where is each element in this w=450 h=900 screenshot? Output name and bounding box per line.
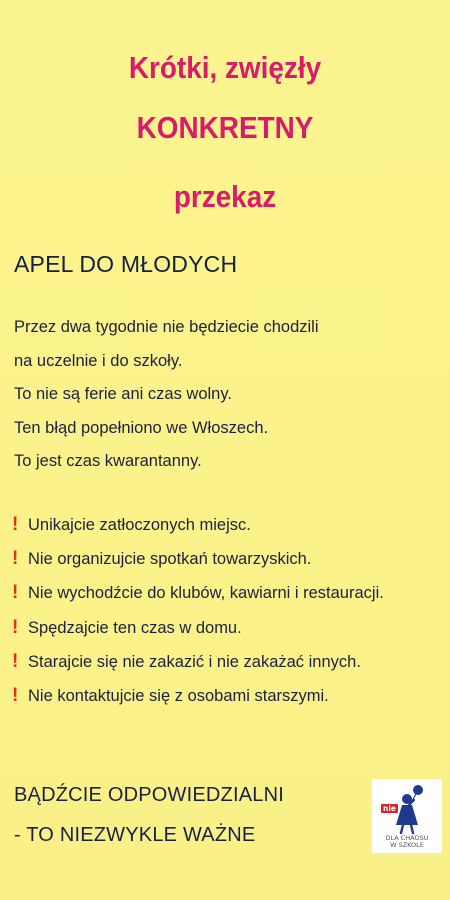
- rule-item: [12, 515, 384, 549]
- rule-item: [12, 549, 384, 583]
- rule-item: [12, 652, 384, 686]
- appeal-heading: APEL DO MŁODYCH: [14, 251, 238, 277]
- closing-line-1: BĄDŹCIE ODPOWIEDZIALNI: [14, 784, 284, 806]
- intro-line: To jest czas kwarantanny.: [14, 452, 202, 470]
- exclamation-icon: !: [12, 514, 19, 535]
- intro-line: Ten błąd popełniono we Włoszech.: [14, 418, 269, 437]
- rule-text: Unikajcie zatłoczonych miejsc.: [28, 516, 251, 534]
- title-line-3: przekaz: [173, 179, 277, 214]
- exclamation-icon: !: [12, 582, 19, 604]
- organization-logo: [372, 779, 442, 853]
- logo-text-line-1: DLA CHAOSU: [385, 834, 429, 842]
- rule-text: Spędzajcie ten czas w domu.: [28, 618, 242, 637]
- rule-text: Nie wychodźcie do klubów, kawiarni i restauracji.: [28, 584, 384, 603]
- intro-line: na uczelnie i do szkoły.: [14, 351, 183, 370]
- closing-statement: [14, 783, 284, 863]
- exclamation-icon: !: [12, 616, 19, 638]
- rule-item: [12, 583, 384, 617]
- exclamation-icon: !: [12, 548, 19, 570]
- intro-line: To nie są ferie ani czas wolny.: [14, 385, 232, 403]
- rule-item: [12, 618, 384, 652]
- closing-line-2: - TO NIEZWYKLE WAŻNE: [14, 824, 256, 846]
- exclamation-icon: !: [12, 650, 19, 672]
- rule-item: [12, 686, 384, 720]
- title-line-1: Krótki, zwięzły: [128, 50, 322, 85]
- logo-badge: nie: [383, 804, 396, 813]
- rule-text: Nie kontaktujcie się z osobami starszymi.: [28, 686, 329, 705]
- intro-paragraph: [14, 317, 319, 485]
- exclamation-icon: !: [12, 684, 19, 706]
- intro-line: Przez dwa tygodnie nie będziecie chodzili: [14, 318, 319, 336]
- title-line-2: KONKRETNY: [136, 110, 314, 145]
- rule-text: Nie organizujcie spotkań towarzyskich.: [28, 550, 312, 569]
- rules-list: [12, 515, 384, 720]
- logo-text-line-2: W SZKOLE: [390, 841, 424, 849]
- rule-text: Starajcie się nie zakazić i nie zakażać innych.: [28, 652, 361, 671]
